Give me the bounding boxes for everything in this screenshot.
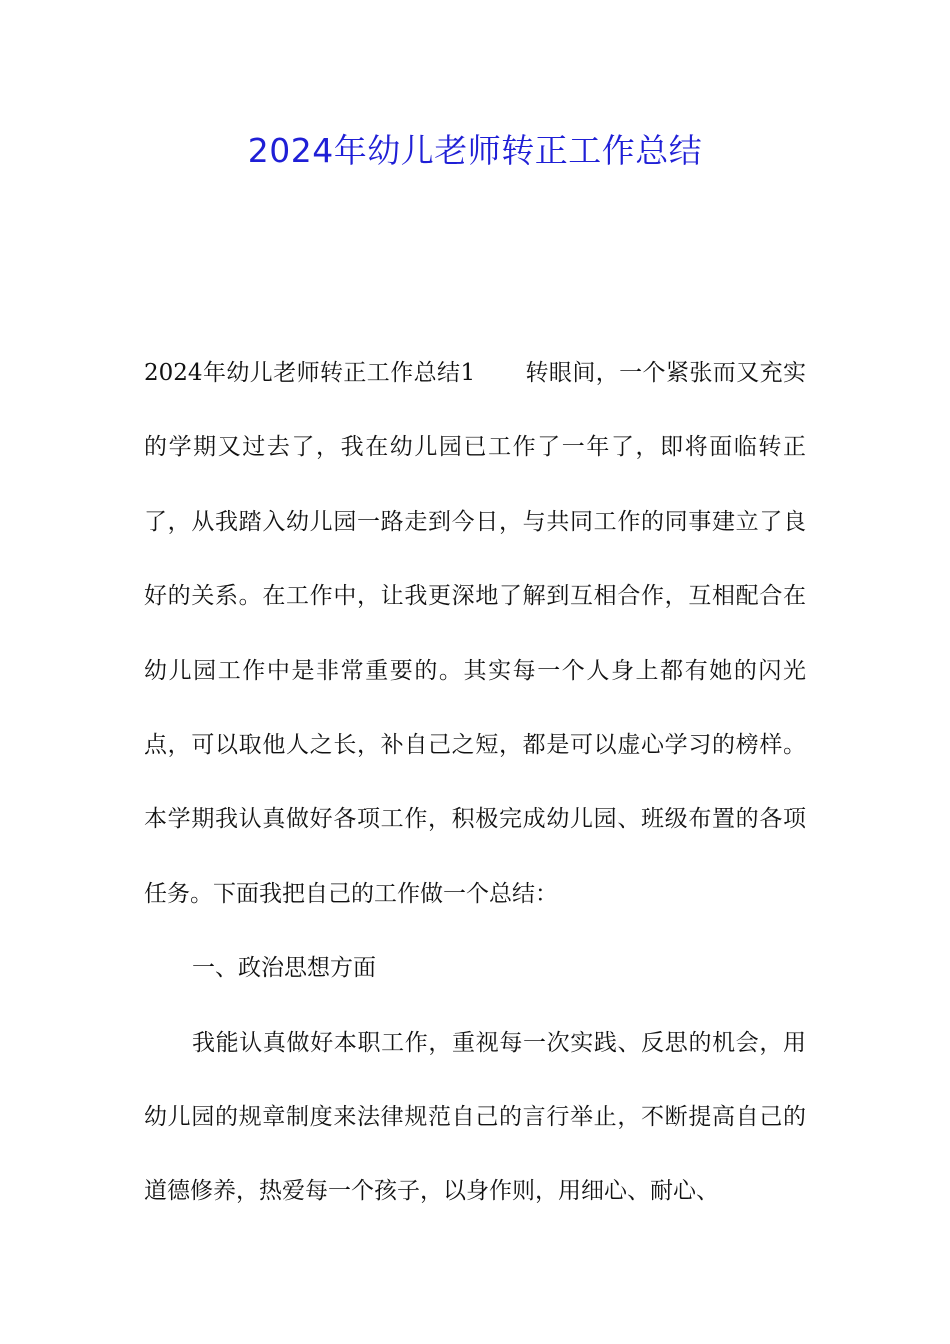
document-body	[144, 336, 806, 1229]
section-paragraph-politics: 我能认真做好本职工作，重视每一次实践、反思的机会，用幼儿园的规章制度来法律规范自己的言行举止，不断提高自己的道德修养，热爱每一个孩子，以身作则，用细心、耐心、	[144, 1029, 806, 1205]
document-title: 2024年幼儿老师转正工作总结	[247, 131, 703, 170]
intro-heading: 2024年幼儿老师转正工作总结1	[144, 360, 476, 386]
intro-paragraph	[144, 336, 806, 931]
intro-text: 转眼间，一个紧张而又充实的学期又过去了，我在幼儿园已工作了一年了，即将面临转正了，从我踏入幼儿园一路走到今日，与共同工作的同事建立了良好的关系。在工作中，让我更深地了解到互相合作，互相配合在幼儿园工作中是非常重要的。其实每一个人身上都有她的闪光点，可以取他人之长，补自己之短，都是可以虚心学习的榜样。本学期我认真做好各项工作，积极完成幼儿园、班级布置的各项任务。下面我把自己的工作做一个总结：	[144, 360, 807, 907]
section-heading-politics: 一、政治思想方面	[192, 955, 376, 982]
